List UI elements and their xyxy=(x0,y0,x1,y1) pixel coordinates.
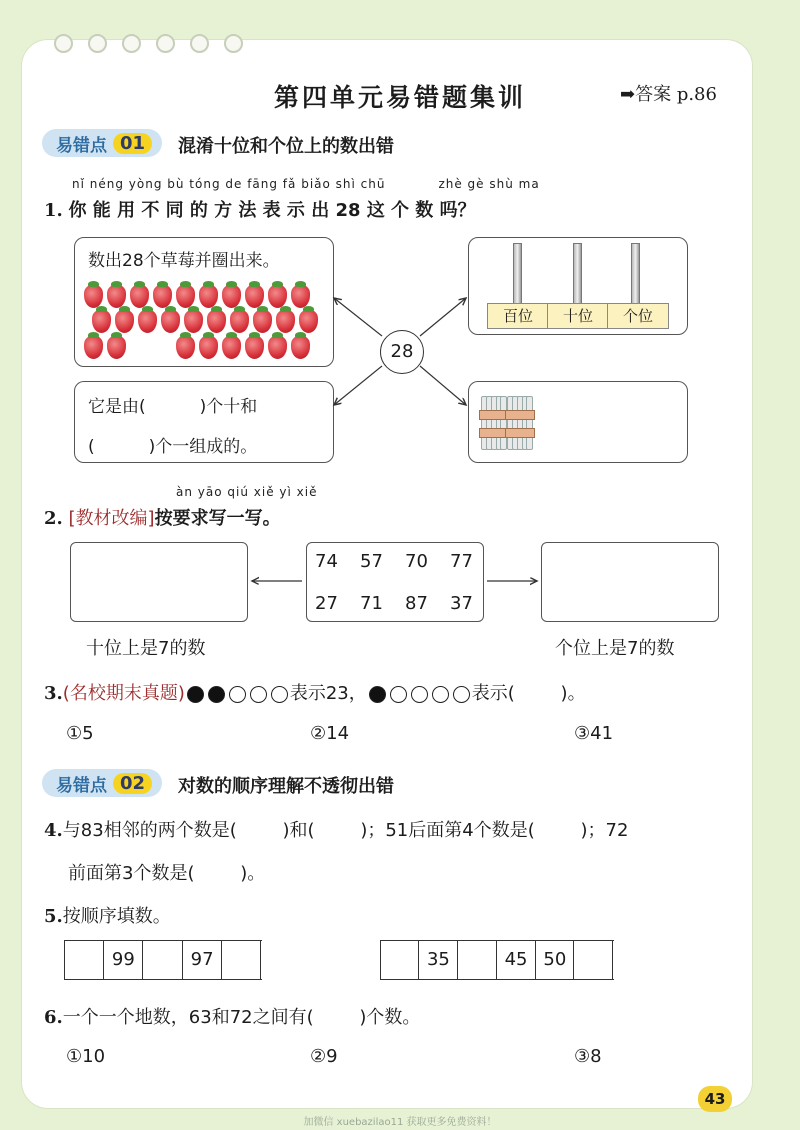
question-1: 1. 你 能 用 不 同 的 方 法 表 示 出 28 这 个 数 吗？ xyxy=(44,200,476,221)
fill-in-line-2: ( )个一组成的。 xyxy=(88,437,258,457)
question-2: 2. [教材改编]按要求写一写。 xyxy=(44,508,281,529)
option-2[interactable]: ②9 xyxy=(310,1046,338,1067)
error-point-badge: 易错点 02 xyxy=(42,769,162,797)
sequence-row-1 xyxy=(64,940,262,980)
pinyin-line: àn yāo qiú xiě yì xiě xyxy=(176,485,318,499)
blank-cell[interactable] xyxy=(381,941,419,979)
section-heading: 对数的顺序理解不透彻出错 xyxy=(178,776,394,797)
option-1[interactable]: ①5 xyxy=(66,723,94,744)
pool-number: 27 xyxy=(315,593,338,614)
blank-cell[interactable] xyxy=(223,941,262,979)
sequence-row-2 xyxy=(380,940,614,980)
pool-arrows xyxy=(0,560,800,600)
arrow-right-icon: ➡ xyxy=(620,84,636,105)
question-3: 3.(名校期末真题) 表示23， 表示( )。 xyxy=(44,683,586,704)
fill-in-line-1: 它是由( )个十和 xyxy=(88,397,258,417)
page-number: 43 xyxy=(698,1086,732,1112)
abacus-rod xyxy=(513,243,522,305)
sequence-cell: 35 xyxy=(420,941,458,979)
blank-cell[interactable] xyxy=(144,941,183,979)
question-6: 6.一个一个地数，63和72之间有( )个数。 xyxy=(44,1007,421,1028)
abacus-label-tens: 十位 xyxy=(547,303,609,329)
abacus-label-hundreds: 百位 xyxy=(487,303,549,329)
strawberry-instruction: 数出28个草莓并圈出来。 xyxy=(88,251,280,271)
section-heading: 混淆十位和个位上的数出错 xyxy=(178,136,394,157)
sequence-cell: 50 xyxy=(536,941,574,979)
label-ones-seven: 个位上是7的数 xyxy=(555,638,675,659)
stick-bundle-icon xyxy=(481,396,505,448)
pool-number: 70 xyxy=(405,551,428,572)
blank-cell[interactable] xyxy=(65,941,104,979)
option-3[interactable]: ③41 xyxy=(574,723,614,744)
sequence-cell: 45 xyxy=(497,941,535,979)
center-number-circle: 28 xyxy=(380,330,424,374)
stick-bundle-icon xyxy=(507,396,531,448)
pool-number: 87 xyxy=(405,593,428,614)
pool-number: 71 xyxy=(360,593,383,614)
label-tens-seven: 十位上是7的数 xyxy=(86,638,206,659)
blank-cell[interactable] xyxy=(459,941,497,979)
footer-watermark: 加微信 xuebazilao11 获取更多免费资料！ xyxy=(303,1117,497,1128)
abacus-label-ones: 个位 xyxy=(607,303,669,329)
pool-number: 37 xyxy=(450,593,473,614)
sequence-cell: 99 xyxy=(104,941,143,979)
pool-number: 74 xyxy=(315,551,338,572)
abacus-rod xyxy=(631,243,640,305)
question-4-line-2: 前面第3个数是( )。 xyxy=(68,863,266,884)
blank-cell[interactable] xyxy=(575,941,613,979)
answer-reference: ➡答案 p.86 xyxy=(620,84,717,105)
bead-group-unknown xyxy=(367,683,472,704)
question-4-line-1: 4.与83相邻的两个数是( )和( )；51后面第4个数是( )；72 xyxy=(44,820,629,841)
page-title: 第四单元易错题集训 xyxy=(273,83,526,112)
option-1[interactable]: ①10 xyxy=(66,1046,106,1067)
error-point-badge: 易错点 01 xyxy=(42,129,162,157)
abacus-rod xyxy=(573,243,582,305)
sequence-cell: 97 xyxy=(183,941,222,979)
pool-number: 77 xyxy=(450,551,473,572)
question-5: 5.按顺序填数。 xyxy=(44,906,171,927)
pinyin-line: nǐ néng yòng bù tóng de fāng fǎ biǎo shì chū zhè gè shù ma xyxy=(72,177,540,191)
pool-number: 57 xyxy=(360,551,383,572)
bead-group-23 xyxy=(185,683,290,704)
option-3[interactable]: ③8 xyxy=(574,1046,602,1067)
option-2[interactable]: ②14 xyxy=(310,723,350,744)
